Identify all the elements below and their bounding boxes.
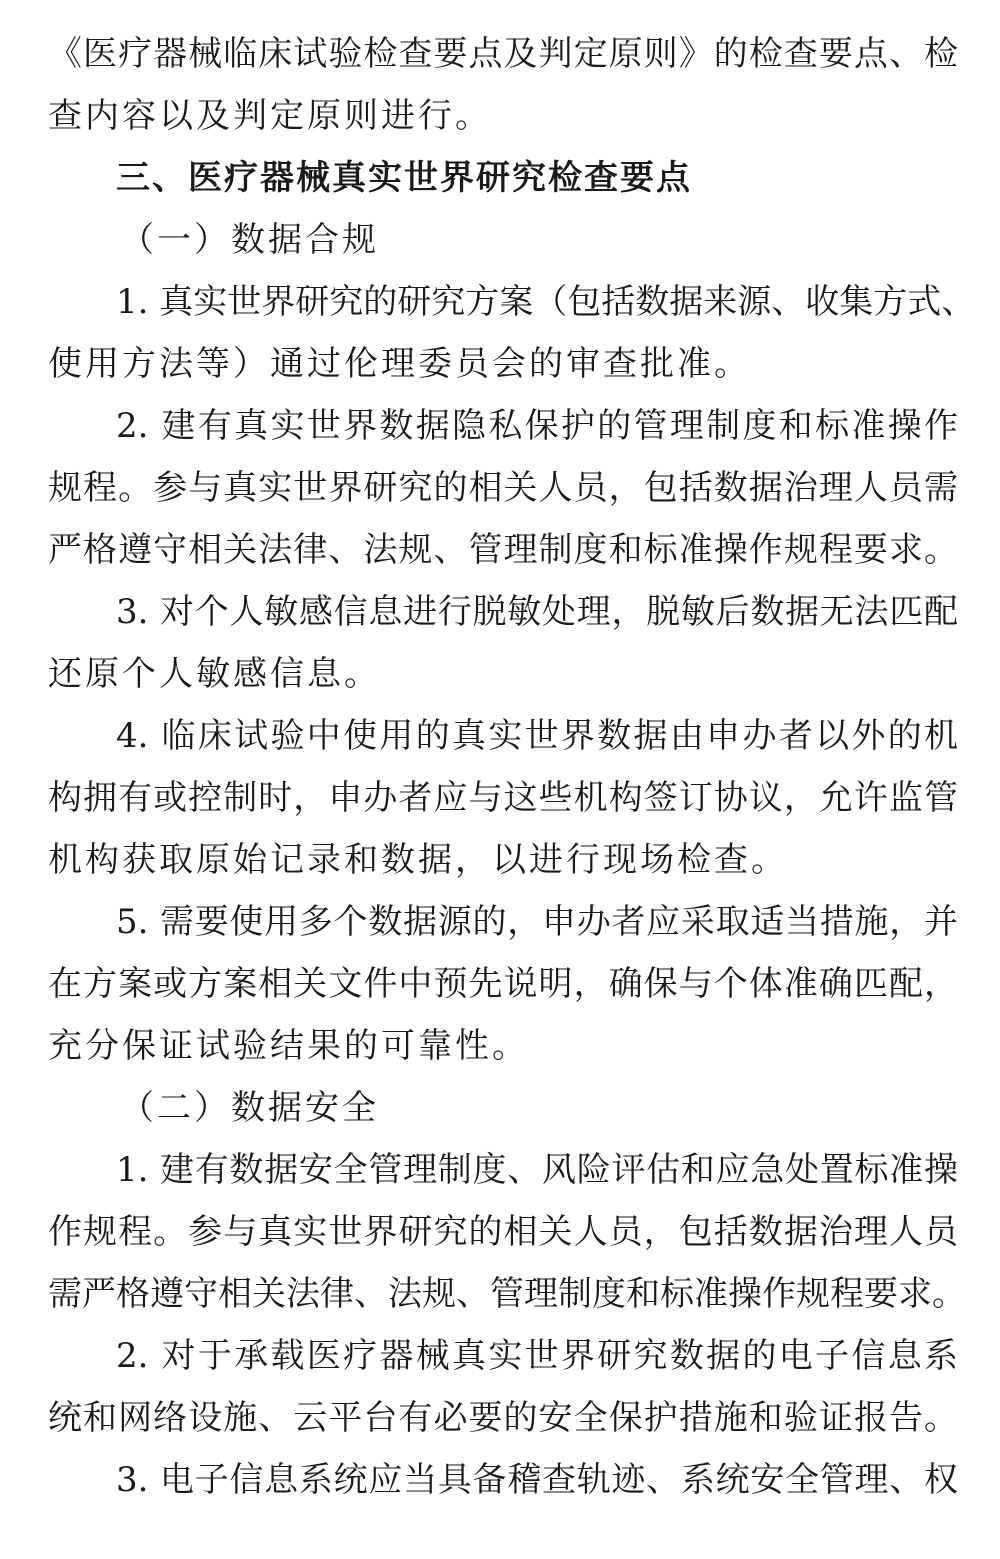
text-line: 查内容以及判定原则进行。 [48, 96, 492, 136]
text-line: 2. 对于承载医疗器械真实世界研究数据的电子信息系 [116, 1336, 958, 1376]
text-line: 还原个人敏感信息。 [48, 654, 381, 694]
subsection-heading: （二）数据安全 [120, 1088, 379, 1128]
text-line: 2. 建有真实世界数据隐私保护的管理制度和标准操作 [116, 406, 958, 446]
text-line: 作规程。参与真实世界研究的相关人员，包括数据治理人员 [48, 1212, 958, 1252]
text-line: 规程。参与真实世界研究的相关人员，包括数据治理人员需 [48, 468, 958, 508]
text-line: 1. 建有数据安全管理制度、风险评估和应急处置标准操 [116, 1150, 958, 1190]
text-line: 需严格遵守相关法律、法规、管理制度和标准操作规程要求。 [48, 1274, 966, 1314]
text-line: 充分保证试验结果的可靠性。 [48, 1026, 529, 1066]
text-line: 《医疗器械临床试验检查要点及判定原则》的检查要点、检 [48, 34, 958, 74]
text-line: 4. 临床试验中使用的真实世界数据由申办者以外的机 [116, 716, 958, 756]
text-line: 在方案或方案相关文件中预先说明，确保与个体准确匹配， [48, 964, 958, 1004]
text-line: 严格遵守相关法律、法规、管理制度和标准操作规程要求。 [48, 530, 958, 570]
text-line: 5. 需要使用多个数据源的，申办者应采取适当措施，并 [116, 902, 958, 942]
text-line: 3. 电子信息系统应当具备稽查轨迹、系统安全管理、权 [116, 1460, 958, 1500]
section-heading: 三、医疗器械真实世界研究检查要点 [116, 158, 692, 198]
text-line: 3. 对个人敏感信息进行脱敏处理，脱敏后数据无法匹配 [116, 592, 958, 632]
text-line: 统和网络设施、云平台有必要的安全保护措施和验证报告。 [48, 1398, 958, 1438]
subsection-heading: （一）数据合规 [120, 220, 379, 260]
text-line: 1. 真实世界研究的研究方案（包括数据来源、收集方式、 [116, 282, 976, 322]
text-line: 构拥有或控制时，申办者应与这些机构签订协议，允许监管 [48, 778, 958, 818]
text-line: 使用方法等）通过伦理委员会的审查批准。 [48, 344, 751, 384]
text-line: 机构获取原始记录和数据，以进行现场检查。 [48, 840, 788, 880]
